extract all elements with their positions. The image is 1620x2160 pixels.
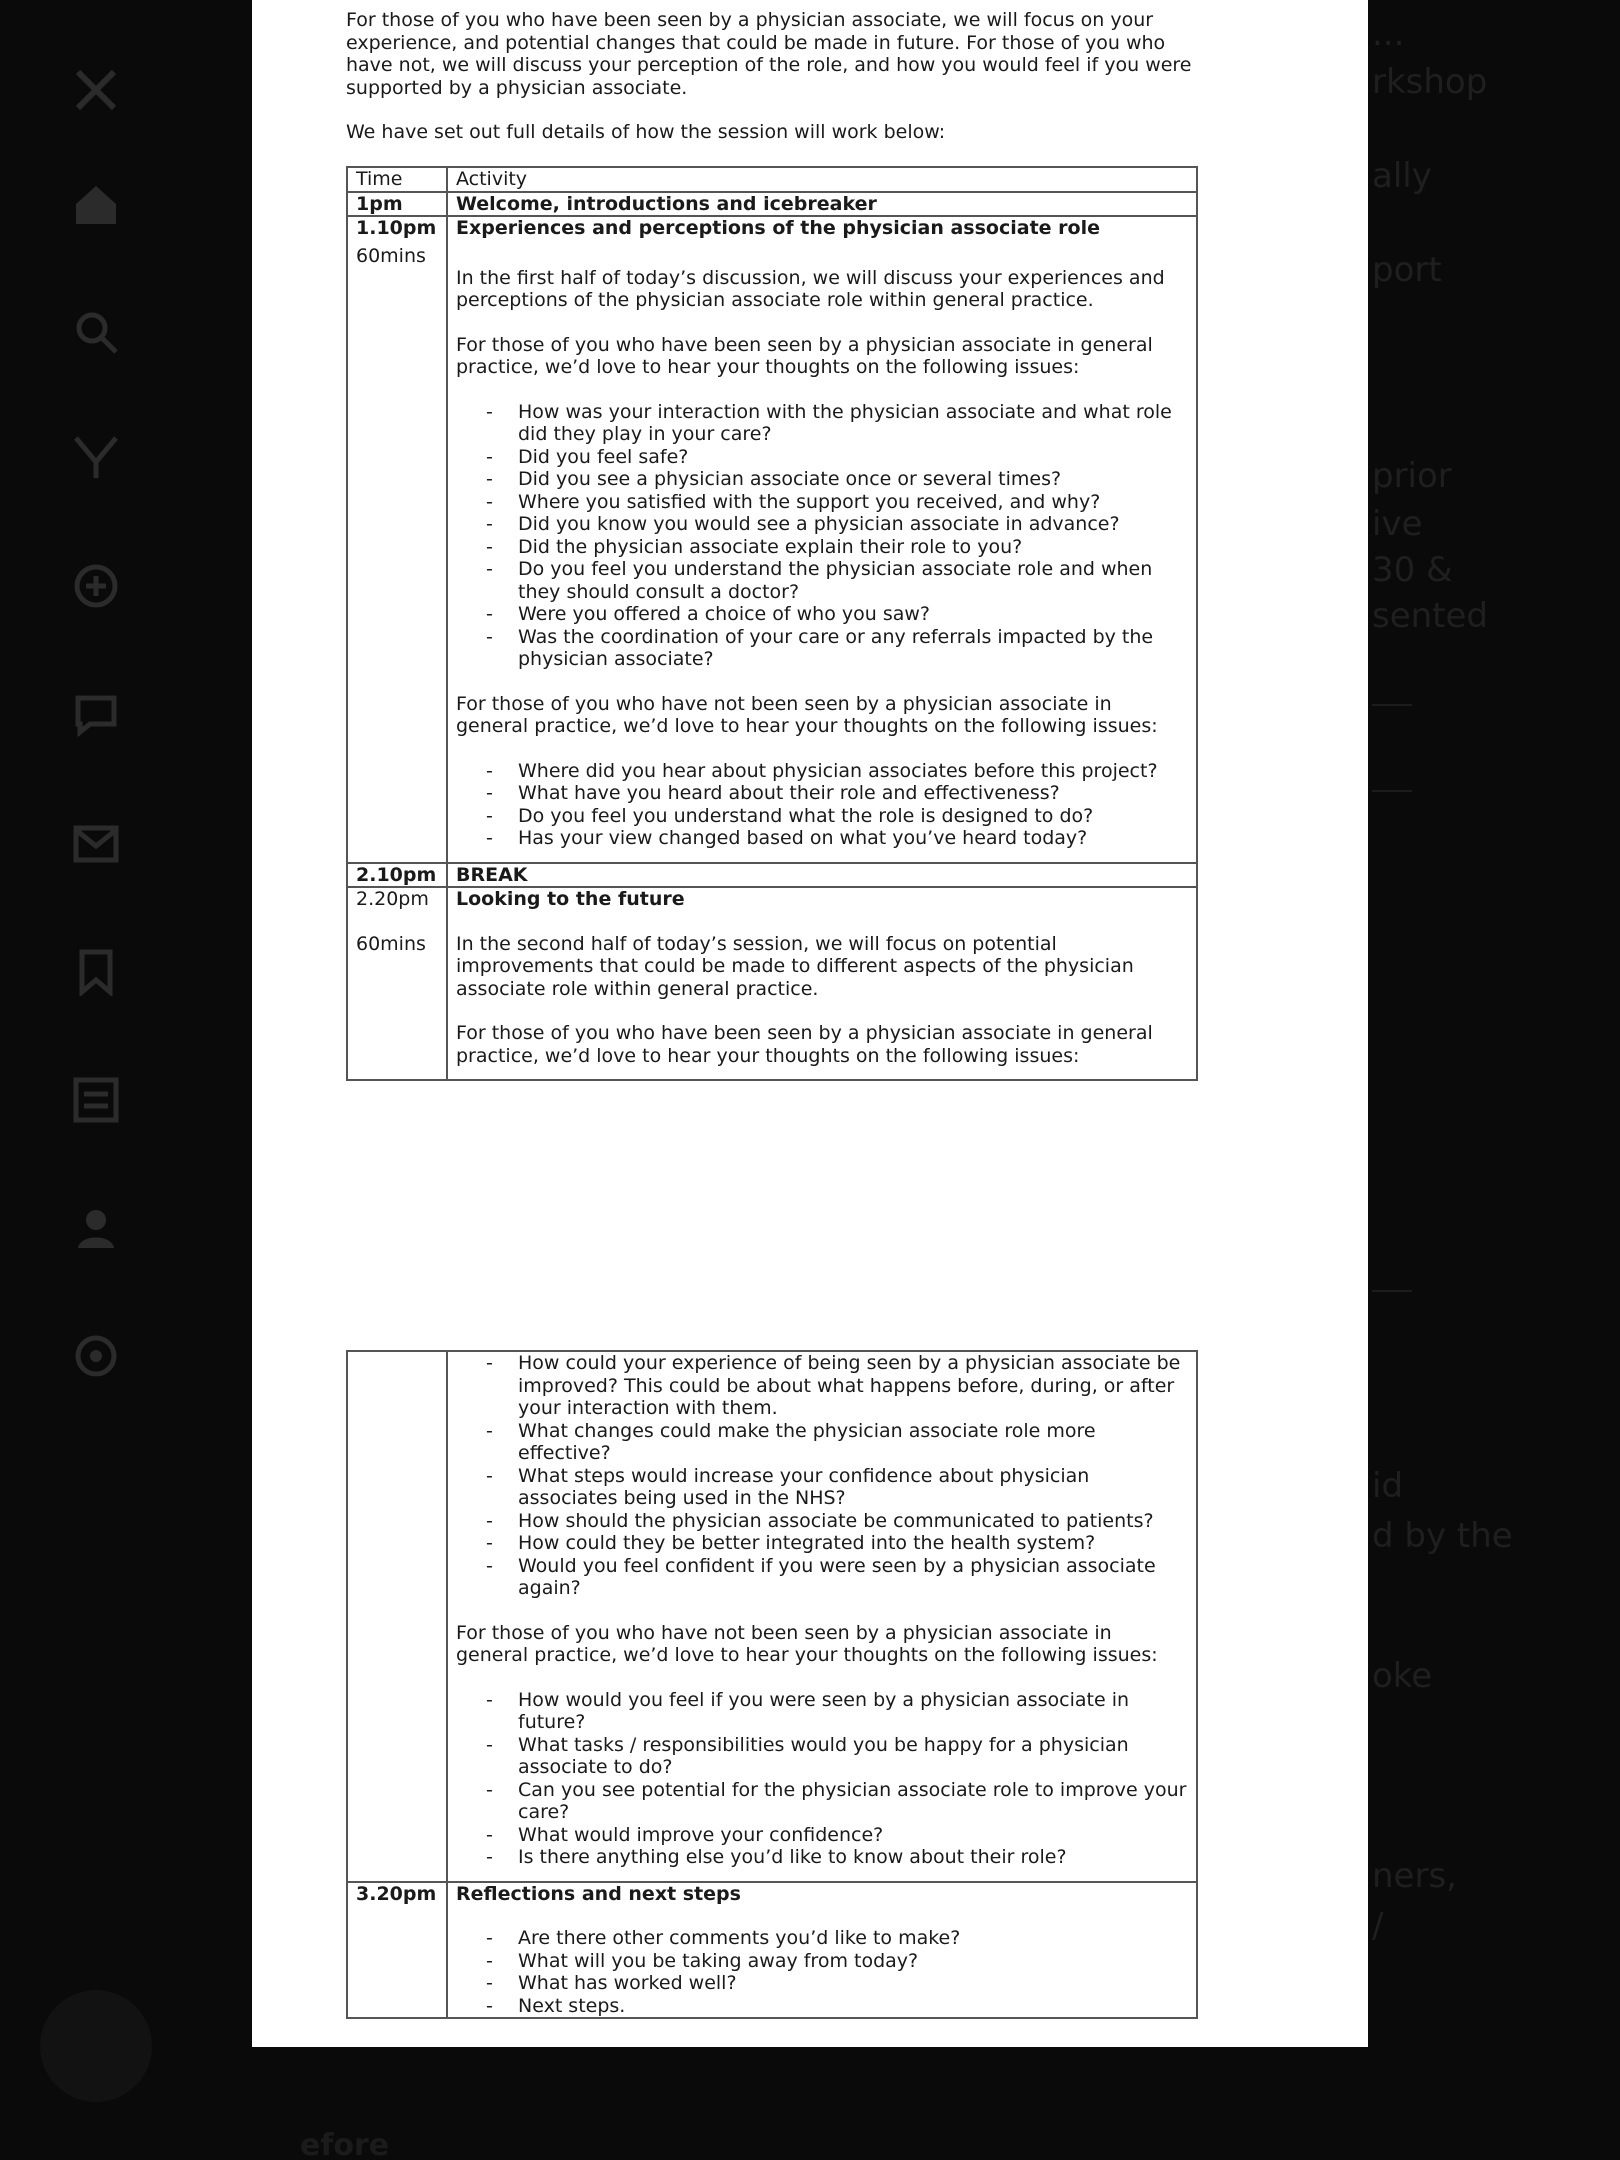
intro-paragraph: For those of you who have been seen by a physician associate, we will focus on your experience, and potential changes that could be made in future. For those of you who have not, we will discuss your perception of the role, and how you would feel if you were supported by a physician associate. [346, 9, 1192, 99]
list-item: - What changes could make the physician associate role more effective? [518, 1420, 1188, 1465]
add-circle-icon[interactable] [72, 562, 120, 610]
activity-title: BREAK [447, 863, 1197, 888]
search-icon[interactable] [72, 308, 120, 356]
activity-cell [447, 887, 1197, 1080]
activity-title: Looking to the future [456, 888, 685, 910]
activity-cell [447, 1351, 1197, 1882]
background-sidebar [0, 0, 190, 2160]
schedule-table-continued [346, 1350, 1198, 2019]
background-text: id [1372, 1466, 1404, 1506]
question-list [456, 401, 1188, 671]
close-icon[interactable] [72, 66, 120, 114]
time-cell [347, 216, 447, 863]
table-row [347, 1882, 1197, 2019]
list-item: - Next steps. [518, 1995, 1188, 2018]
duration-label: 60mins [356, 244, 426, 267]
activity-paragraph: In the second half of today’s session, we will focus on potential improvements that could be made to different aspects of the physician associate role within general practice. [456, 932, 1134, 1000]
list-item: - Did you see a physician associate once or several times? [518, 468, 1188, 491]
background-text: sented [1372, 596, 1489, 636]
background-footer-text: efore [300, 2128, 390, 2160]
background-text: d by the [1372, 1516, 1513, 1556]
bookmark-icon[interactable] [72, 948, 120, 996]
background-text: ive [1372, 504, 1423, 544]
activity-paragraph: For those of you who have not been seen by a physician associate in general practice, we’d love to hear your thoughts on the following issues: [456, 1621, 1158, 1666]
background-divider [1372, 790, 1412, 792]
list-item: - How could they be better integrated into the health system? [518, 1532, 1188, 1555]
background-text: port [1372, 250, 1442, 290]
list-item: - Where you satisfied with the support you received, and why? [518, 491, 1188, 514]
list-item: - Did the physician associate explain their role to you? [518, 536, 1188, 559]
person-icon[interactable] [72, 1204, 120, 1252]
list-item: - Has your view changed based on what you’ve heard today? [518, 827, 1188, 850]
list-item: - What will you be taking away from today? [518, 1950, 1188, 1973]
activity-title: Reflections and next steps [456, 1882, 741, 1905]
time-cell [347, 887, 447, 1080]
activity-paragraph: For those of you who have not been seen by a physician associate in general practice, we’d love to hear your thoughts on the following issues: [456, 692, 1158, 737]
list-item: - Did you know you would see a physician associate in advance? [518, 513, 1188, 536]
time-label: 1.10pm [356, 217, 437, 239]
background-text: rkshop [1372, 62, 1488, 102]
table-row [347, 192, 1197, 217]
list-item: - How could your experience of being seen by a physician associate be improved? This could be about what happens before, during, or after your interaction with them. [518, 1352, 1188, 1420]
background-text: 30 & [1372, 550, 1453, 590]
background-text: / [1372, 1906, 1384, 1946]
list-item: - How was your interaction with the physician associate and what role did they play in your care? [518, 401, 1188, 446]
activity-paragraph: For those of you who have been seen by a physician associate in general practice, we’d love to hear your thoughts on the following issues: [456, 1022, 1153, 1067]
table-header-cell: Time [347, 167, 447, 192]
intro-text [346, 9, 1206, 166]
brand-icon[interactable] [72, 434, 120, 482]
list-item: - What steps would increase your confidence about physician associates being used in the NHS? [518, 1465, 1188, 1510]
table-row [347, 167, 1197, 192]
background-text: oke [1372, 1656, 1433, 1696]
time-label: 2.20pm [356, 888, 429, 910]
table-row [347, 863, 1197, 888]
table-row [347, 1351, 1197, 1882]
duration-label: 60mins [356, 932, 426, 955]
question-list [456, 1352, 1188, 1600]
background-divider [1372, 1290, 1412, 1292]
activity-paragraph: In the first half of today’s discussion, we will discuss your experiences and perceptions of the physician associate role within general practice. [456, 266, 1165, 311]
list-item: - Would you feel confident if you were seen by a physician associate again? [518, 1555, 1188, 1600]
list-item: - What has worked well? [518, 1972, 1188, 1995]
activity-cell [447, 1882, 1197, 2019]
time-cell: 3.20pm [347, 1882, 447, 2019]
background-text: ... [1372, 14, 1405, 54]
list-item: - Where did you hear about physician associates before this project? [518, 760, 1188, 783]
list-item: - Can you see potential for the physician associate role to improve your care? [518, 1779, 1188, 1824]
list-item: - How would you feel if you were seen by a physician associate in future? [518, 1689, 1188, 1734]
list-icon[interactable] [72, 1076, 120, 1124]
list-item: - Were you offered a choice of who you saw? [518, 603, 1188, 626]
question-list [456, 1927, 1188, 2017]
compose-button[interactable] [40, 1990, 152, 2102]
table-row [347, 887, 1197, 1080]
table-row [347, 216, 1197, 863]
document-image [252, 0, 1368, 2047]
time-cell [347, 1351, 447, 1882]
activity-cell [447, 216, 1197, 863]
activity-paragraph: For those of you who have been seen by a physician associate in general practice, we’d love to hear your thoughts on the following issues: [456, 333, 1153, 378]
list-item: - How should the physician associate be communicated to patients? [518, 1510, 1188, 1533]
background-divider [1372, 704, 1412, 706]
question-list [456, 760, 1188, 850]
activity-title: Welcome, introductions and icebreaker [447, 192, 1197, 217]
list-item: - What have you heard about their role and effectiveness? [518, 782, 1188, 805]
list-item: - What tasks / responsibilities would you be happy for a physician associate to do? [518, 1734, 1188, 1779]
table-header-cell: Activity [447, 167, 1197, 192]
background-text: ally [1372, 156, 1432, 196]
settings-icon[interactable] [72, 1332, 120, 1380]
list-item: - Is there anything else you’d like to know about their role? [518, 1846, 1188, 1869]
activity-title: Experiences and perceptions of the physician associate role [456, 217, 1100, 239]
list-item: - Do you feel you understand what the role is designed to do? [518, 805, 1188, 828]
home-icon[interactable] [72, 180, 120, 228]
list-item: - Are there other comments you’d like to make? [518, 1927, 1188, 1950]
list-item: - What would improve your confidence? [518, 1824, 1188, 1847]
list-item: - Do you feel you understand the physician associate role and when they should consult a doctor? [518, 558, 1188, 603]
list-item: - Was the coordination of your care or any referrals impacted by the physician associate? [518, 626, 1188, 671]
intro-paragraph: We have set out full details of how the session will work below: [346, 121, 946, 143]
list-item: - Did you feel safe? [518, 446, 1188, 469]
mail-icon[interactable] [72, 820, 120, 868]
schedule-table [346, 166, 1198, 1081]
time-cell: 1pm [347, 192, 447, 217]
question-list [456, 1689, 1188, 1869]
background-text: ners, [1372, 1856, 1457, 1896]
background-text: prior [1372, 456, 1452, 496]
chat-icon[interactable] [72, 690, 120, 738]
time-cell: 2.10pm [347, 863, 447, 888]
